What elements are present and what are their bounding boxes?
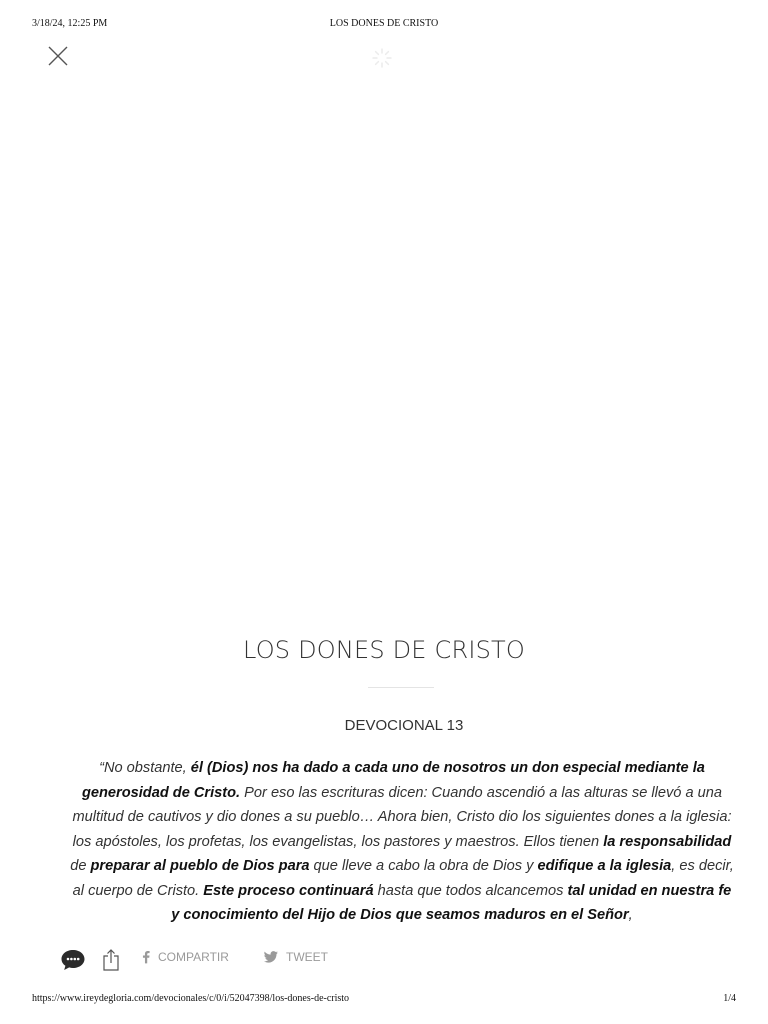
twitter-icon: [264, 951, 278, 963]
article-body: [70, 756, 734, 928]
share-bar: [58, 946, 378, 974]
print-header: [0, 18, 768, 32]
tweet-label: TWEET: [286, 950, 328, 964]
article-title: LOS DONES DE CRISTO: [243, 636, 525, 664]
chat-bubble-icon[interactable]: [60, 948, 86, 972]
facebook-share-label: COMPARTIR: [158, 950, 229, 964]
facebook-icon: [142, 950, 150, 964]
share-icon[interactable]: [102, 948, 120, 972]
body-text-segment: “No obstante,: [99, 760, 191, 776]
print-page-number: 1/4: [723, 993, 736, 1004]
body-emphasis: él (Dios) nos ha dado a cada uno de nosotros un don especial mediante la generosidad de Cristo.: [81, 760, 705, 801]
body-text-segment: que lleve a cabo la obra de Dios y: [309, 858, 538, 874]
body-text-segment: , es decir, al cuerpo de Cristo.: [72, 858, 734, 899]
print-title: LOS DONES DE CRISTO: [329, 18, 439, 29]
print-url: https://www.ireydegloria.com/devocionales/c/0/i/52047398/los-dones-de-cristo: [32, 993, 350, 1004]
body-emphasis: edifique a la iglesia: [537, 858, 672, 874]
print-footer: [0, 993, 768, 1007]
tweet-button[interactable]: [264, 950, 328, 964]
title-divider: [368, 687, 434, 688]
body-emphasis: tal unidad en nuestra fe y conocimiento del Hijo de Dios que seamos maduros en el Señor: [171, 882, 732, 923]
body-text-segment: ,: [628, 907, 633, 923]
body-text-segment: Por eso las escrituras dicen: Cuando ascendió a las alturas se llevó a una multitud de cautivos y dio dones a su pueblo… Ahora bien, Cristo dio los siguientes dones a la iglesia: los apóstoles, los profetas, los evangelistas, los pastores y maestros. Ellos tienen: [72, 784, 732, 850]
body-emphasis: la responsabilidad: [603, 833, 732, 850]
print-date: 3/18/24, 12:25 PM: [32, 18, 108, 29]
close-icon[interactable]: [46, 44, 70, 68]
body-emphasis: Este proceso continuará: [203, 882, 374, 899]
body-text-segment: de: [70, 858, 91, 874]
body-emphasis: preparar al pueblo de Dios para: [90, 858, 310, 874]
body-text-segment: hasta que todos alcancemos: [373, 882, 568, 899]
article-subtitle: DEVOCIONAL 13: [344, 717, 464, 734]
facebook-share-button[interactable]: [142, 950, 229, 964]
spinner-icon: [372, 48, 392, 68]
